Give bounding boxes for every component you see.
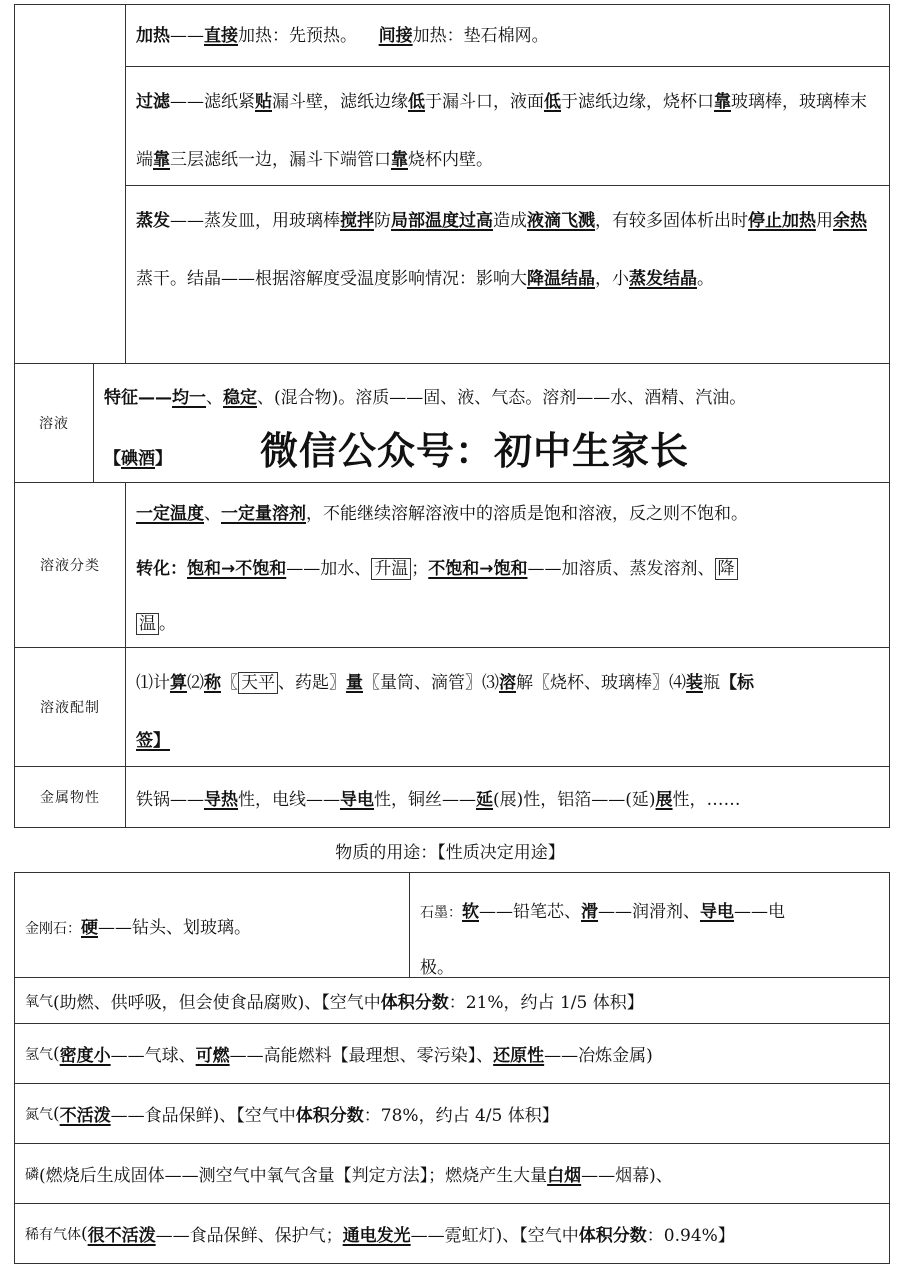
filtration-title: 过滤 [136, 92, 170, 112]
keyword: 降温结晶 [527, 269, 595, 289]
keyword: 体积分数 [380, 993, 449, 1013]
boxed-text: 降 [715, 558, 738, 580]
nitrogen-row [14, 1083, 890, 1144]
text: 铁锅—— [136, 789, 204, 810]
solution-line-1 [104, 368, 879, 428]
text: ——钻头、划玻璃。 [98, 917, 251, 938]
uses-heading: 物质的用途：【性质决定用途】 [335, 843, 565, 863]
text: (燃烧后生成固体——测空气中氧气含量【判定方法】；燃烧产生大量 [39, 1166, 548, 1186]
watermark-text: 微信公众号：初中生家长 [260, 429, 690, 473]
keyword: 一定温度 [136, 504, 204, 524]
keyword: 还原性 [493, 1046, 545, 1066]
text: 。 [159, 614, 176, 634]
keyword: 低 [544, 92, 561, 112]
boxed-text: 温 [136, 613, 159, 635]
item-label: 石墨： [420, 905, 462, 921]
graphite-cell [409, 872, 890, 978]
keyword: 【标 [720, 673, 754, 693]
hydrogen-row [14, 1023, 890, 1084]
text: 性，电线—— [238, 789, 340, 810]
bracket: 】 [155, 449, 172, 469]
evaporation-cell [125, 185, 890, 364]
text: ——霓虹灯)、【空气中 [410, 1226, 579, 1246]
text: 〖量筒、滴管〗⑶ [363, 673, 499, 693]
keyword: 蒸发结晶 [629, 269, 697, 289]
keyword: 滑 [581, 902, 598, 922]
keyword: 不饱和→饱和 [428, 559, 528, 579]
keyword: 碘酒 [121, 449, 155, 469]
metal-label: 金属物性 [14, 766, 126, 828]
solution-line-2 [104, 428, 879, 482]
text: 烧杯内壁。 [408, 150, 493, 170]
bracket: 【 [104, 449, 121, 469]
text: 、(混合物)。溶质——固、液、气态。溶剂——水、酒精、汽油。 [257, 388, 747, 408]
keyword: 停止加热 [748, 211, 816, 231]
text: ——铅笔芯、 [479, 902, 581, 922]
keyword: 饱和→不饱和 [187, 559, 287, 579]
keyword: 导电 [700, 902, 734, 922]
text: 玻璃棒，玻璃棒末端 [136, 92, 867, 170]
oxygen-row [14, 977, 890, 1024]
keyword: 搅拌 [340, 211, 374, 231]
boxed-text: 升温 [371, 558, 411, 580]
text: ，不能继续溶解溶液中的溶质是饱和溶液，反之则不饱和。 [306, 504, 748, 524]
keyword: 均一 [172, 388, 206, 408]
keyword: 转化： [136, 559, 187, 579]
text: 漏斗壁，滤纸边缘 [272, 92, 408, 112]
keyword: 算 [170, 673, 187, 693]
keyword: 体积分数 [578, 1226, 647, 1246]
keyword: 余热 [833, 211, 867, 231]
keyword: 溶 [499, 673, 516, 693]
keyword: 称 [204, 673, 221, 693]
keyword: 靠 [391, 150, 408, 170]
keyword: 低 [408, 92, 425, 112]
text: 三层滤纸一边，漏斗下端管口 [170, 150, 391, 170]
text: ——电 [734, 902, 785, 922]
keyword: 导热 [204, 789, 238, 810]
text: ⑴计 [136, 673, 170, 693]
keyword: 靠 [153, 150, 170, 170]
text: ( [81, 1223, 88, 1244]
text: 、药匙〗 [278, 673, 346, 693]
dash: —— [170, 26, 204, 46]
keyword: 白烟 [547, 1166, 582, 1186]
text: ——润滑剂、 [598, 902, 700, 922]
text: ——高能燃料【最理想、零污染】、 [229, 1046, 494, 1066]
keyword: 贴 [255, 92, 272, 112]
keyword: 通电发光 [342, 1226, 411, 1246]
text: ( [53, 1043, 60, 1064]
keyword: 签】 [136, 731, 170, 751]
text: (展)性，铝箔——(延) [493, 789, 656, 810]
keyword: 稳定 [223, 388, 257, 408]
text: ：21%，约占 1/5 体积】 [448, 993, 644, 1013]
text: 、 [206, 388, 223, 408]
indirect-text: 加热：垫石棉网。 [412, 26, 549, 46]
keyword: 不活泼 [59, 1106, 111, 1126]
item-label: 金刚石： [25, 920, 81, 937]
text: ：78%，约占 4/5 体积】 [363, 1106, 559, 1126]
keyword: 靠 [714, 92, 731, 112]
keyword: 量 [346, 673, 363, 693]
direct-text: 加热：先预热。 [238, 26, 357, 46]
keyword: 导电 [340, 789, 374, 810]
text: ——加溶质、蒸发溶剂、 [527, 559, 715, 579]
text: 于漏斗口，液面 [425, 92, 544, 112]
keyword: 展 [655, 789, 673, 810]
solution-label: 溶液 [14, 363, 94, 483]
text: ( [53, 1103, 60, 1124]
text: 极。 [420, 958, 454, 978]
boxed-text: 天平 [238, 672, 278, 694]
text: ：0.94%】 [646, 1226, 735, 1246]
text: ——蒸发皿，用玻璃棒 [170, 211, 340, 231]
keyword: 体积分数 [295, 1106, 364, 1126]
text: 用 [816, 211, 833, 231]
keyword: 装 [686, 673, 703, 693]
heating-title: 加热 [136, 26, 170, 46]
item-label: 氧气 [25, 993, 53, 1010]
item-label: 氢气 [25, 1046, 53, 1063]
text: ——冶炼金属) [544, 1046, 653, 1066]
heating-cell [125, 4, 890, 67]
text: 瓶 [703, 673, 720, 693]
keyword: 一定量溶剂 [221, 504, 306, 524]
text: ⑵ [187, 673, 204, 693]
text: (助燃、供呼吸，但会使食品腐败)、【空气中 [53, 993, 381, 1013]
noble-gas-row [14, 1203, 890, 1264]
keyword: 液滴飞溅 [527, 211, 595, 231]
text: ——气球、 [110, 1046, 196, 1066]
phosphorus-row [14, 1143, 890, 1204]
diamond-cell [14, 872, 410, 978]
text: 防 [374, 211, 391, 231]
item-label: 氮气 [25, 1106, 53, 1123]
text: ——食品保鲜、保护气； [155, 1226, 343, 1246]
metal-cell [125, 766, 890, 828]
item-label: 磷 [25, 1166, 39, 1183]
text: ，有较多固体析出时 [595, 211, 748, 231]
filtration-cell [125, 66, 890, 186]
keyword: 特征—— [104, 388, 172, 408]
text: ——烟幕)、 [581, 1166, 673, 1186]
text: 。 [697, 269, 714, 289]
text: 造成 [493, 211, 527, 231]
classification-label: 溶液分类 [14, 482, 126, 648]
keyword: 局部温度过高 [391, 211, 493, 231]
text: ——滤纸紧 [170, 92, 255, 112]
keyword: 可燃 [195, 1046, 230, 1066]
keyword: 很不活泼 [87, 1226, 156, 1246]
keyword: 密度小 [59, 1046, 111, 1066]
keyword: 延 [476, 789, 493, 810]
text: ； [411, 559, 429, 579]
preparation-cell [125, 647, 890, 767]
text: 〖 [221, 673, 238, 693]
evaporation-title: 蒸发 [136, 211, 170, 231]
text: 解〖烧杯、玻璃棒〗⑷ [516, 673, 686, 693]
top-left-empty-cell [14, 4, 126, 364]
preparation-label: 溶液配制 [14, 647, 126, 767]
keyword: 硬 [81, 917, 98, 938]
indirect-keyword: 间接 [378, 26, 413, 46]
text: 、 [204, 504, 221, 524]
item-label: 稀有气体 [25, 1226, 81, 1243]
classification-cell [125, 482, 890, 648]
text: 于滤纸边缘，烧杯口 [561, 92, 714, 112]
text: 蒸干。结晶——根据溶解度受温度影响情况：影响大 [136, 269, 527, 289]
text: 性，铜丝—— [374, 789, 476, 810]
text: ——食品保鲜)、【空气中 [110, 1106, 296, 1126]
text: ——加水、 [286, 559, 372, 579]
direct-keyword: 直接 [204, 26, 238, 46]
solution-cell [93, 363, 890, 483]
keyword: 软 [462, 902, 479, 922]
text: ，小 [595, 269, 629, 289]
text: 性，…… [672, 789, 741, 810]
